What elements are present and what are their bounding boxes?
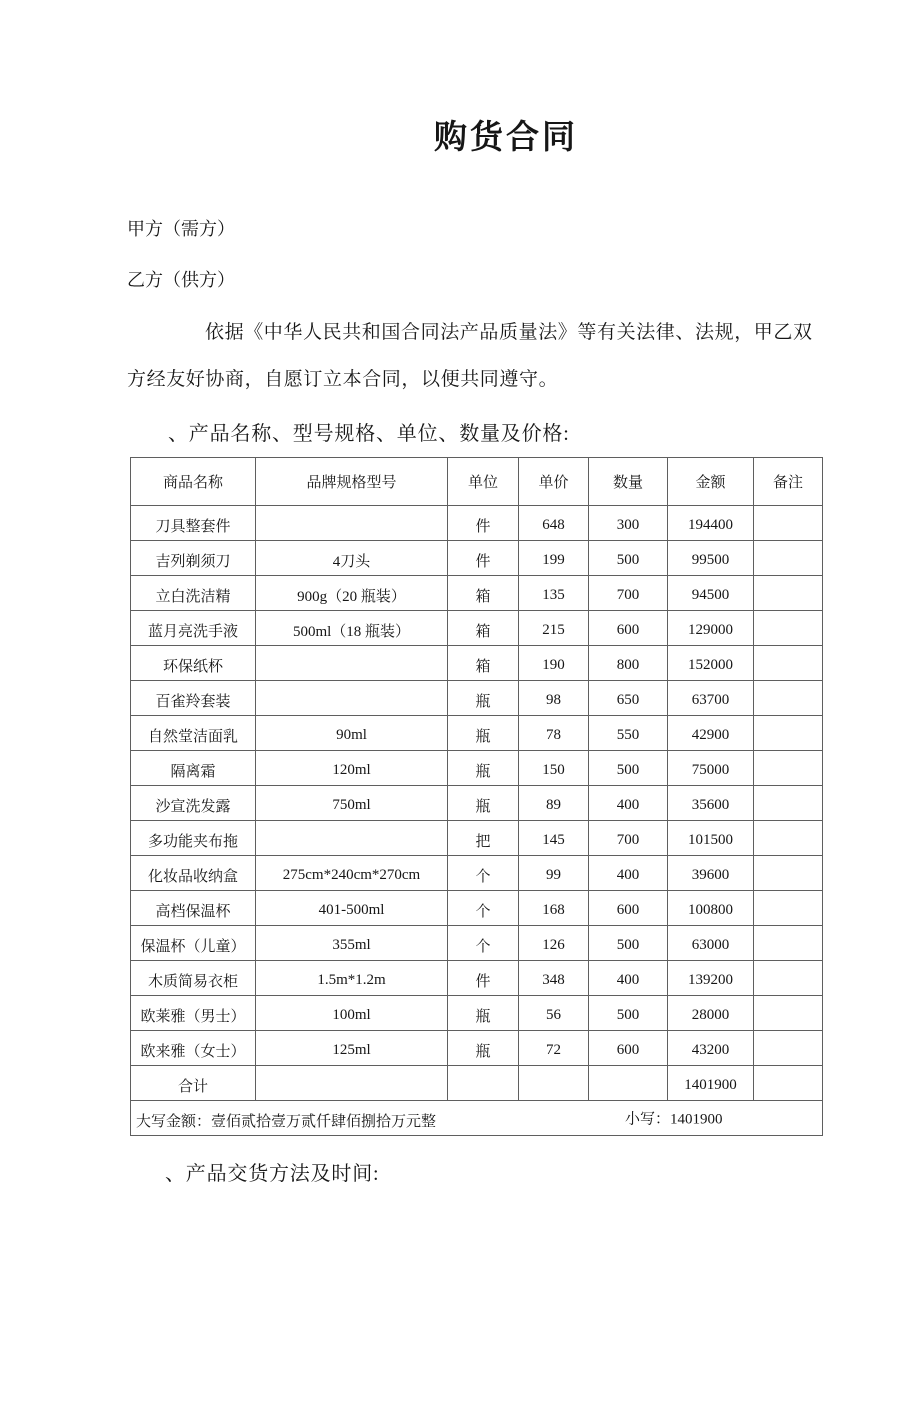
quantity-cell: 600 (589, 611, 668, 646)
amount-cell: 43200 (668, 1031, 754, 1066)
amount-words-row (131, 1101, 823, 1136)
table-row (131, 786, 823, 821)
section-heading-products: 、产品名称、型号规格、单位、数量及价格: (168, 423, 570, 445)
amount-cell: 42900 (668, 716, 754, 751)
section-heading-delivery: 、产品交货方法及时间: (165, 1163, 380, 1185)
spec-cell: 401-500ml (256, 891, 448, 926)
quantity-cell: 400 (589, 856, 668, 891)
remark-cell (754, 856, 823, 891)
amount-cell: 28000 (668, 996, 754, 1031)
remark-cell (754, 996, 823, 1031)
intro-paragraph (127, 309, 821, 403)
quantity-cell: 550 (589, 716, 668, 751)
product-name-cell: 沙宣洗发露 (131, 786, 256, 821)
table-row (131, 1031, 823, 1066)
unit-price-cell: 56 (519, 996, 589, 1031)
unit-cell: 个 (448, 856, 519, 891)
remark-cell (754, 716, 823, 751)
quantity-cell: 400 (589, 786, 668, 821)
table-row (131, 821, 823, 856)
remark-cell (754, 751, 823, 786)
spec-cell: 750ml (256, 786, 448, 821)
spec-cell: 125ml (256, 1031, 448, 1066)
remark-cell (754, 506, 823, 541)
spec-cell: 500ml（18 瓶装） (256, 611, 448, 646)
unit-cell: 把 (448, 821, 519, 856)
table-row (131, 856, 823, 891)
spec-cell (256, 821, 448, 856)
empty-cell (519, 1066, 589, 1101)
table-row (131, 891, 823, 926)
quantity-cell: 650 (589, 681, 668, 716)
unit-cell: 件 (448, 541, 519, 576)
purchase-contract-page (0, 118, 920, 1421)
spec-cell (256, 681, 448, 716)
spec-cell: 90ml (256, 716, 448, 751)
products-table (130, 457, 823, 1136)
unit-price-cell: 150 (519, 751, 589, 786)
unit-price-cell: 348 (519, 961, 589, 996)
table-row (131, 716, 823, 751)
unit-cell: 瓶 (448, 996, 519, 1031)
spec-cell: 4刀头 (256, 541, 448, 576)
quantity-cell: 500 (589, 751, 668, 786)
spec-cell: 355ml (256, 926, 448, 961)
quantity-cell: 300 (589, 506, 668, 541)
amount-cell: 39600 (668, 856, 754, 891)
product-name-cell: 吉列剃须刀 (131, 541, 256, 576)
spec-cell: 900g（20 瓶装） (256, 576, 448, 611)
table-body (131, 506, 823, 1136)
amount-cell: 94500 (668, 576, 754, 611)
amount-words-cell (131, 1101, 823, 1136)
quantity-cell: 500 (589, 541, 668, 576)
column-header: 单价 (519, 458, 589, 506)
product-name-cell: 多功能夹布拖 (131, 821, 256, 856)
product-name-cell: 自然堂洁面乳 (131, 716, 256, 751)
column-header: 品牌规格型号 (256, 458, 448, 506)
spec-cell: 120ml (256, 751, 448, 786)
quantity-cell: 800 (589, 646, 668, 681)
product-name-cell: 欧来雅（女士） (131, 1031, 256, 1066)
total-label-cell: 合计 (131, 1066, 256, 1101)
remark-cell (754, 1031, 823, 1066)
unit-price-cell: 190 (519, 646, 589, 681)
unit-cell: 箱 (448, 576, 519, 611)
unit-price-cell: 89 (519, 786, 589, 821)
intro-line-1: 依据《中华人民共和国合同法产品质量法》等有关法律、法规，甲乙双 (205, 322, 813, 343)
unit-price-cell: 72 (519, 1031, 589, 1066)
amount-cell: 75000 (668, 751, 754, 786)
table-row (131, 646, 823, 681)
product-name-cell: 蓝月亮洗手液 (131, 611, 256, 646)
product-name-cell: 保温杯（儿童） (131, 926, 256, 961)
column-header: 单位 (448, 458, 519, 506)
amount-in-words: 大写金额：壹佰贰拾壹万贰仟肆佰捌拾万元整 (136, 1114, 437, 1130)
intro-line-2: 方经友好协商，自愿订立本合同，以便共同遵守。 (127, 369, 559, 390)
table-row (131, 541, 823, 576)
product-name-cell: 化妆品收纳盒 (131, 856, 256, 891)
party-b-line: 乙方（供方） (127, 270, 235, 290)
spec-cell: 100ml (256, 996, 448, 1031)
remark-cell (754, 961, 823, 996)
product-name-cell: 隔离霜 (131, 751, 256, 786)
unit-cell: 箱 (448, 611, 519, 646)
unit-price-cell: 648 (519, 506, 589, 541)
spec-cell: 275cm*240cm*270cm (256, 856, 448, 891)
quantity-cell: 700 (589, 821, 668, 856)
product-name-cell: 立白洗洁精 (131, 576, 256, 611)
unit-cell: 箱 (448, 646, 519, 681)
unit-cell: 件 (448, 506, 519, 541)
unit-cell: 件 (448, 961, 519, 996)
remark-cell (754, 821, 823, 856)
empty-cell (589, 1066, 668, 1101)
unit-cell: 个 (448, 926, 519, 961)
quantity-cell: 600 (589, 891, 668, 926)
table-header-row (131, 458, 823, 506)
empty-cell (754, 1066, 823, 1101)
unit-price-cell: 168 (519, 891, 589, 926)
spec-cell (256, 646, 448, 681)
empty-cell (256, 1066, 448, 1101)
amount-cell: 101500 (668, 821, 754, 856)
table-row (131, 996, 823, 1031)
remark-cell (754, 926, 823, 961)
remark-cell (754, 646, 823, 681)
total-row (131, 1066, 823, 1101)
remark-cell (754, 541, 823, 576)
spec-cell (256, 506, 448, 541)
party-a-line: 甲方（需方） (127, 219, 235, 239)
product-name-cell: 欧莱雅（男士） (131, 996, 256, 1031)
product-name-cell: 百雀羚套装 (131, 681, 256, 716)
table-row (131, 611, 823, 646)
amount-cell: 35600 (668, 786, 754, 821)
document-title: 购货合同 (434, 120, 578, 156)
unit-cell: 瓶 (448, 681, 519, 716)
total-amount-cell: 1401900 (668, 1066, 754, 1101)
product-name-cell: 木质简易衣柜 (131, 961, 256, 996)
product-name-cell: 高档保温杯 (131, 891, 256, 926)
unit-cell: 瓶 (448, 716, 519, 751)
table-row (131, 681, 823, 716)
quantity-cell: 600 (589, 1031, 668, 1066)
unit-cell: 瓶 (448, 786, 519, 821)
unit-price-cell: 135 (519, 576, 589, 611)
table-row (131, 751, 823, 786)
table-row (131, 926, 823, 961)
column-header: 商品名称 (131, 458, 256, 506)
column-header: 备注 (754, 458, 823, 506)
amount-cell: 139200 (668, 961, 754, 996)
quantity-cell: 500 (589, 996, 668, 1031)
product-name-cell: 环保纸杯 (131, 646, 256, 681)
remark-cell (754, 891, 823, 926)
amount-cell: 63700 (668, 681, 754, 716)
product-name-cell: 刀具整套件 (131, 506, 256, 541)
table-row (131, 961, 823, 996)
table-row (131, 576, 823, 611)
remark-cell (754, 681, 823, 716)
empty-cell (448, 1066, 519, 1101)
unit-price-cell: 199 (519, 541, 589, 576)
amount-cell: 129000 (668, 611, 754, 646)
quantity-cell: 500 (589, 926, 668, 961)
unit-price-cell: 98 (519, 681, 589, 716)
unit-cell: 个 (448, 891, 519, 926)
column-header: 金额 (668, 458, 754, 506)
unit-price-cell: 145 (519, 821, 589, 856)
amount-cell: 100800 (668, 891, 754, 926)
amount-cell: 99500 (668, 541, 754, 576)
amount-cell: 152000 (668, 646, 754, 681)
unit-price-cell: 99 (519, 856, 589, 891)
quantity-cell: 400 (589, 961, 668, 996)
remark-cell (754, 786, 823, 821)
table-row (131, 506, 823, 541)
amount-cell: 194400 (668, 506, 754, 541)
unit-price-cell: 126 (519, 926, 589, 961)
quantity-cell: 700 (589, 576, 668, 611)
amount-cell: 63000 (668, 926, 754, 961)
column-header: 数量 (589, 458, 668, 506)
remark-cell (754, 576, 823, 611)
unit-price-cell: 78 (519, 716, 589, 751)
amount-in-figures: 小写：1401900 (625, 1111, 723, 1128)
spec-cell: 1.5m*1.2m (256, 961, 448, 996)
unit-cell: 瓶 (448, 751, 519, 786)
unit-cell: 瓶 (448, 1031, 519, 1066)
unit-price-cell: 215 (519, 611, 589, 646)
remark-cell (754, 611, 823, 646)
